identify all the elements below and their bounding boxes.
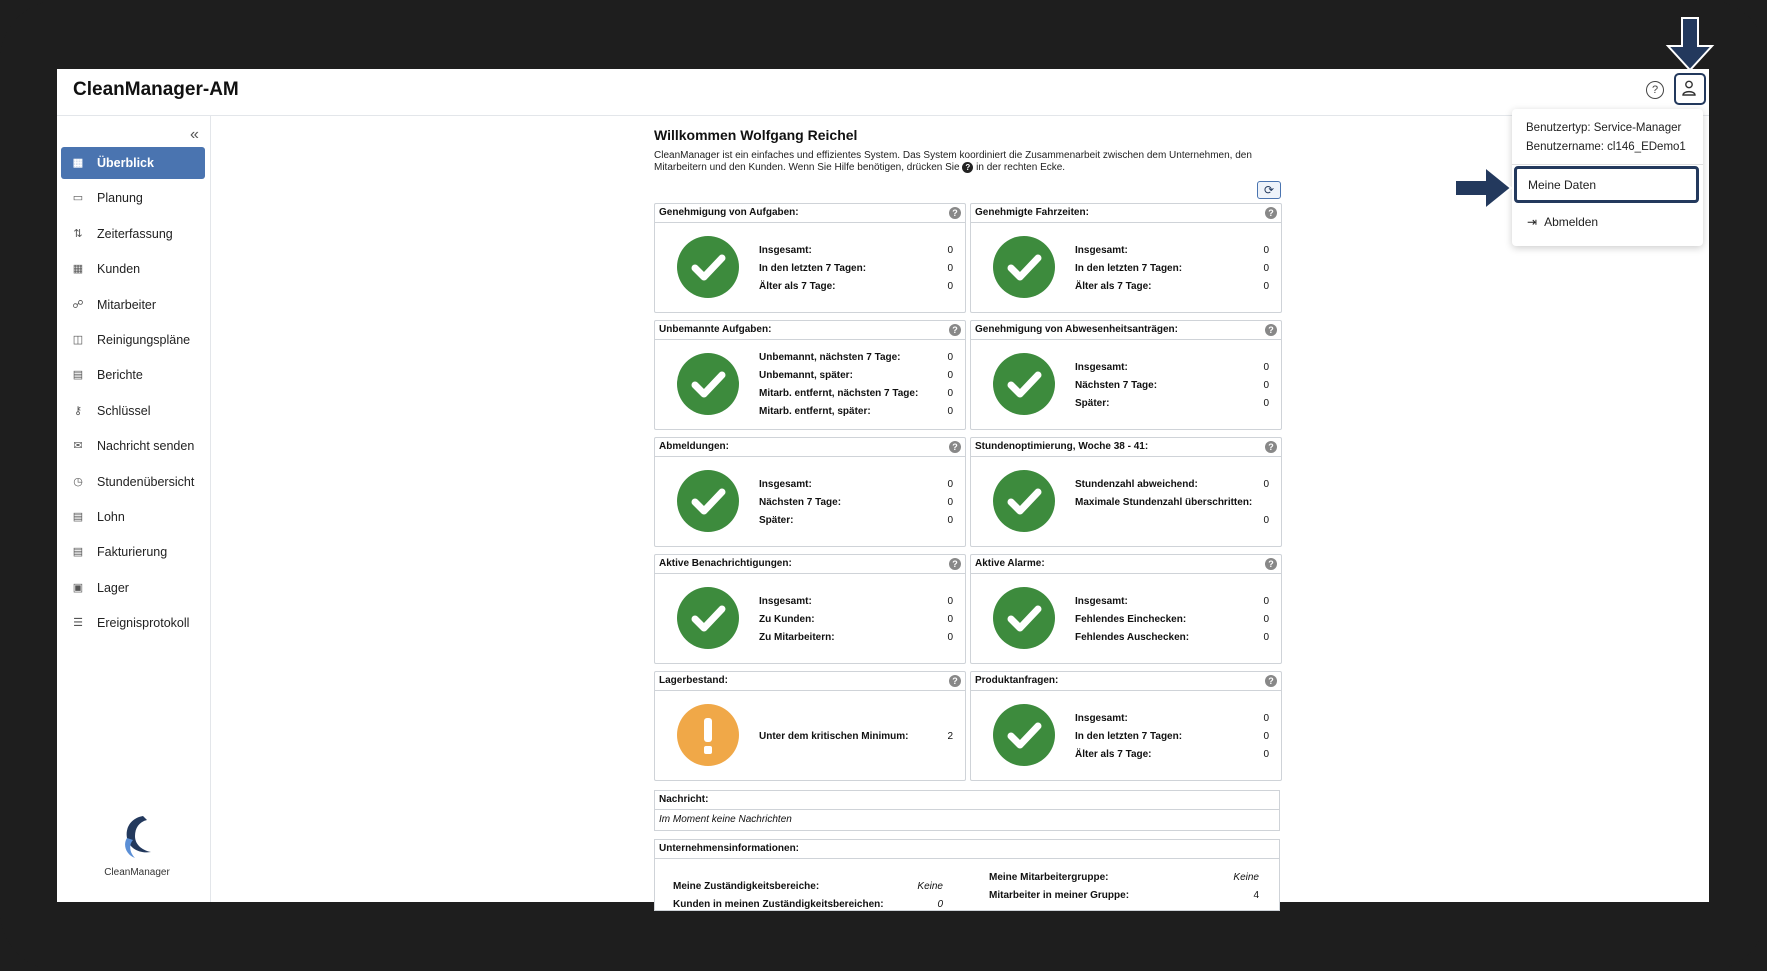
- card-title: Genehmigung von Aufgaben: ?: [655, 204, 965, 223]
- logout-menu-item[interactable]: ⇥ Abmelden: [1527, 214, 1599, 229]
- warning-icon: [677, 704, 739, 766]
- annotation-arrow-down-icon: [1664, 16, 1716, 74]
- intro-text: [654, 150, 1279, 174]
- check-icon: [993, 587, 1055, 649]
- stat-row: Insgesamt: 0: [759, 245, 953, 256]
- sidebar-item-label: Ereignisprotokoll: [97, 616, 190, 631]
- card-help-icon[interactable]: ?: [1265, 558, 1277, 570]
- sidebar-item-label: Kunden: [97, 262, 141, 277]
- message-text: Im Moment keine Nachrichten: [659, 814, 792, 825]
- dashboard-card: [970, 437, 1282, 547]
- stat-row: Maximale Stundenzahl überschritten:: [1075, 497, 1253, 508]
- message-title: Nachricht:: [655, 791, 1279, 810]
- sidebar-item-label: Schlüssel: [97, 403, 151, 418]
- intro-text-end: in der rechten Ecke.: [976, 162, 1066, 173]
- stat-row: Älter als 7 Tage: 0: [1075, 749, 1269, 760]
- sidebar-item-ereignisprotokoll[interactable]: [61, 607, 205, 639]
- sidebar-item-label: Lohn: [97, 510, 125, 524]
- collapse-sidebar-icon[interactable]: «: [190, 126, 199, 143]
- dashboard-card: [654, 671, 966, 781]
- card-stats: [759, 242, 953, 296]
- stat-row: In den letzten 7 Tagen: 0: [759, 263, 953, 274]
- my-data-menu-item[interactable]: Meine Daten: [1514, 166, 1699, 203]
- check-icon: [677, 236, 739, 298]
- stat-row: Stundenzahl abweichend: 0: [1075, 479, 1269, 490]
- card-help-icon[interactable]: ?: [949, 207, 961, 219]
- dashboard: [654, 127, 1279, 174]
- stat-row: Insgesamt: 0: [1075, 362, 1269, 373]
- sidebar-item-nachricht-senden[interactable]: [61, 430, 205, 462]
- logo-text: CleanManager: [104, 867, 170, 878]
- stat-row: Insgesamt: 0: [1075, 245, 1269, 256]
- sidebar-item-label: Stundenübersicht: [97, 474, 195, 489]
- card-help-icon[interactable]: ?: [949, 675, 961, 687]
- card-title: Genehmigung von Abwesenheitsanträgen: ?: [971, 321, 1281, 340]
- check-icon: [993, 470, 1055, 532]
- sidebar-item-label: Nachricht senden: [97, 439, 195, 454]
- sidebar-item-reinigungspläne[interactable]: [61, 324, 205, 356]
- key-icon: ⚷: [73, 404, 83, 417]
- stat-row: Später: 0: [759, 515, 953, 526]
- card-stats: [759, 476, 953, 530]
- stat-row: Insgesamt: 0: [759, 479, 953, 490]
- sidebar-item-zeiterfassung[interactable]: [61, 218, 205, 250]
- stat-row: Später: 0: [1075, 398, 1269, 409]
- message-panel: [654, 790, 1280, 831]
- card-help-icon[interactable]: ?: [949, 324, 961, 336]
- company-info-title: Unternehmensinformationen:: [655, 840, 1279, 859]
- sidebar-item-label: Überblick: [97, 156, 154, 170]
- welcome-heading: Willkommen Wolfgang Reichel: [654, 127, 858, 143]
- stat-row: Mitarb. entfernt, später: 0: [759, 406, 953, 417]
- company-info-row: Kunden in meinen Zuständigkeitsbereichen: 0: [673, 899, 943, 910]
- check-icon: [677, 470, 739, 532]
- user-menu-button[interactable]: [1674, 73, 1706, 105]
- sidebar: [57, 116, 211, 902]
- sidebar-item-label: Lager: [97, 580, 129, 595]
- check-icon: [993, 704, 1055, 766]
- card-title: Produktanfragen: ?: [971, 672, 1281, 691]
- stat-row: Älter als 7 Tage: 0: [1075, 281, 1269, 292]
- company-info-row: Meine Mitarbeitergruppe: Keine: [989, 872, 1259, 883]
- dashboard-card: [654, 554, 966, 664]
- card-help-icon[interactable]: ?: [949, 558, 961, 570]
- card-stats: [1075, 593, 1269, 647]
- sidebar-item-lager[interactable]: [61, 572, 205, 604]
- card-stats: [759, 593, 953, 647]
- help-inline-icon: ?: [962, 162, 973, 173]
- user-dropdown-menu: [1512, 109, 1703, 246]
- company-info-right: [989, 869, 1259, 905]
- sidebar-item-planung[interactable]: [61, 182, 205, 214]
- stat-row: Mitarb. entfernt, nächsten 7 Tage: 0: [759, 388, 953, 399]
- card-help-icon[interactable]: ?: [1265, 324, 1277, 336]
- clipboard-icon: ▤: [72, 369, 84, 382]
- box-icon: ▣: [72, 581, 84, 594]
- card-title: Aktive Benachrichtigungen: ?: [655, 555, 965, 574]
- check-icon: [993, 353, 1055, 415]
- sidebar-item-label: Fakturierung: [97, 545, 168, 560]
- check-icon: [677, 353, 739, 415]
- card-title: Aktive Alarme: ?: [971, 555, 1281, 574]
- card-help-icon[interactable]: ?: [949, 441, 961, 453]
- dashboard-card: [970, 554, 1282, 664]
- check-icon: [993, 236, 1055, 298]
- intro-text-start: CleanManager ist ein einfaches und effizientes System. Das System koordiniert die Zusammenarbeit zwischen dem Unternehmen, den Mitarbeitern und den Kunden. Wenn Sie Hilfe benötigen, drücken Sie: [654, 150, 1252, 173]
- app-title: CleanManager-AM: [73, 79, 239, 100]
- stat-row: Zu Kunden: 0: [759, 614, 953, 625]
- mail-icon: ✉: [73, 440, 83, 453]
- card-title: Lagerbestand: ?: [655, 672, 965, 691]
- grid-icon: ▦: [72, 157, 84, 169]
- stat-row: Älter als 7 Tage: 0: [759, 281, 953, 292]
- card-stats: [759, 728, 953, 746]
- building-icon: ▦: [72, 263, 84, 276]
- card-title: Genehmigte Fahrzeiten: ?: [971, 204, 1281, 223]
- stat-row: Fehlendes Einchecken: 0: [1075, 614, 1269, 625]
- sidebar-item-schlüssel[interactable]: [61, 395, 205, 427]
- bird-logo-icon: [113, 814, 161, 862]
- sidebar-item-label: Berichte: [97, 368, 143, 383]
- sidebar-item-lohn[interactable]: [61, 501, 205, 533]
- card-stats: [1075, 242, 1269, 296]
- invoice-icon: ▤: [72, 546, 84, 559]
- stat-row: Unbemannt, später: 0: [759, 370, 953, 381]
- sidebar-item-stundenübersicht[interactable]: [61, 466, 205, 498]
- dashboard-card: [970, 203, 1282, 313]
- map-icon: ◫: [72, 334, 84, 346]
- company-info-row: Meine Zuständigkeitsbereiche: Keine: [673, 881, 943, 892]
- user-info: [1512, 109, 1703, 157]
- user-name: Benutzername: cl146_EDemo1: [1526, 141, 1686, 153]
- clock-icon: ◷: [73, 475, 83, 488]
- dashboard-card: [654, 203, 966, 313]
- card-title: Abmeldungen: ?: [655, 438, 965, 457]
- card-title: Stundenoptimierung, Woche 38 - 41: ?: [971, 438, 1281, 457]
- sidebar-item-label: Zeiterfassung: [97, 226, 173, 241]
- annotation-arrow-right-icon: [1453, 163, 1513, 213]
- sidebar-item-label: Planung: [97, 191, 143, 206]
- dashboard-card: [970, 320, 1282, 430]
- card-help-icon[interactable]: ?: [1265, 675, 1277, 687]
- company-info-panel: [654, 839, 1280, 911]
- calendar-icon: ▭: [72, 192, 84, 205]
- cleanmanager-logo: [97, 814, 177, 878]
- card-stats: [759, 349, 953, 421]
- company-info-row: Mitarbeiter in meiner Gruppe: 4: [989, 890, 1259, 901]
- stat-row: Insgesamt: 0: [1075, 713, 1269, 724]
- help-icon[interactable]: ?: [1646, 81, 1664, 99]
- dashboard-card: [970, 671, 1282, 781]
- dashboard-card: [654, 437, 966, 547]
- card-stats: [1075, 710, 1269, 764]
- card-stats: [1075, 359, 1269, 413]
- refresh-button[interactable]: ⟳: [1257, 181, 1281, 199]
- sidebar-item-label: Mitarbeiter: [97, 297, 157, 312]
- company-info-left: [673, 878, 943, 914]
- divider: [1512, 164, 1703, 165]
- stat-row: In den letzten 7 Tagen: 0: [1075, 731, 1269, 742]
- people-icon: ☍: [72, 298, 84, 311]
- money-icon: ▤: [72, 511, 84, 523]
- sidebar-item-berichte[interactable]: [61, 359, 205, 391]
- dashboard-card: [654, 320, 966, 430]
- stat-row: Fehlendes Auschecken: 0: [1075, 632, 1269, 643]
- stat-row: Unbemannt, nächsten 7 Tage: 0: [759, 352, 953, 363]
- card-stats: [1075, 476, 1269, 530]
- stat-row: Insgesamt: 0: [759, 596, 953, 607]
- stat-row: Insgesamt: 0: [1075, 596, 1269, 607]
- list-icon: ☰: [73, 617, 83, 630]
- user-icon: [1682, 80, 1696, 96]
- stat-row: Nächsten 7 Tage: 0: [1075, 380, 1269, 391]
- stat-row: Unter dem kritischen Minimum: 2: [759, 731, 953, 742]
- arrows-updown-icon: ⇅: [73, 227, 83, 240]
- sidebar-item-fakturierung[interactable]: [61, 536, 205, 568]
- stat-row: Zu Mitarbeitern: 0: [759, 632, 953, 643]
- stat-row: 0: [1263, 515, 1269, 526]
- card-title: Unbemannte Aufgaben: ?: [655, 321, 965, 340]
- sidebar-item-label: Reinigungspläne: [97, 333, 191, 347]
- stat-row: In den letzten 7 Tagen: 0: [1075, 263, 1269, 274]
- top-bar: [57, 69, 1709, 116]
- stat-row: Nächsten 7 Tage: 0: [759, 497, 953, 508]
- sidebar-item-überblick[interactable]: [61, 147, 205, 179]
- check-icon: [677, 587, 739, 649]
- card-help-icon[interactable]: ?: [1265, 441, 1277, 453]
- logout-icon: ⇥: [1527, 214, 1538, 229]
- sidebar-item-kunden[interactable]: [61, 253, 205, 285]
- card-help-icon[interactable]: ?: [1265, 207, 1277, 219]
- sidebar-item-mitarbeiter[interactable]: [61, 289, 205, 321]
- user-type: Benutzertyp: Service-Manager: [1526, 122, 1682, 134]
